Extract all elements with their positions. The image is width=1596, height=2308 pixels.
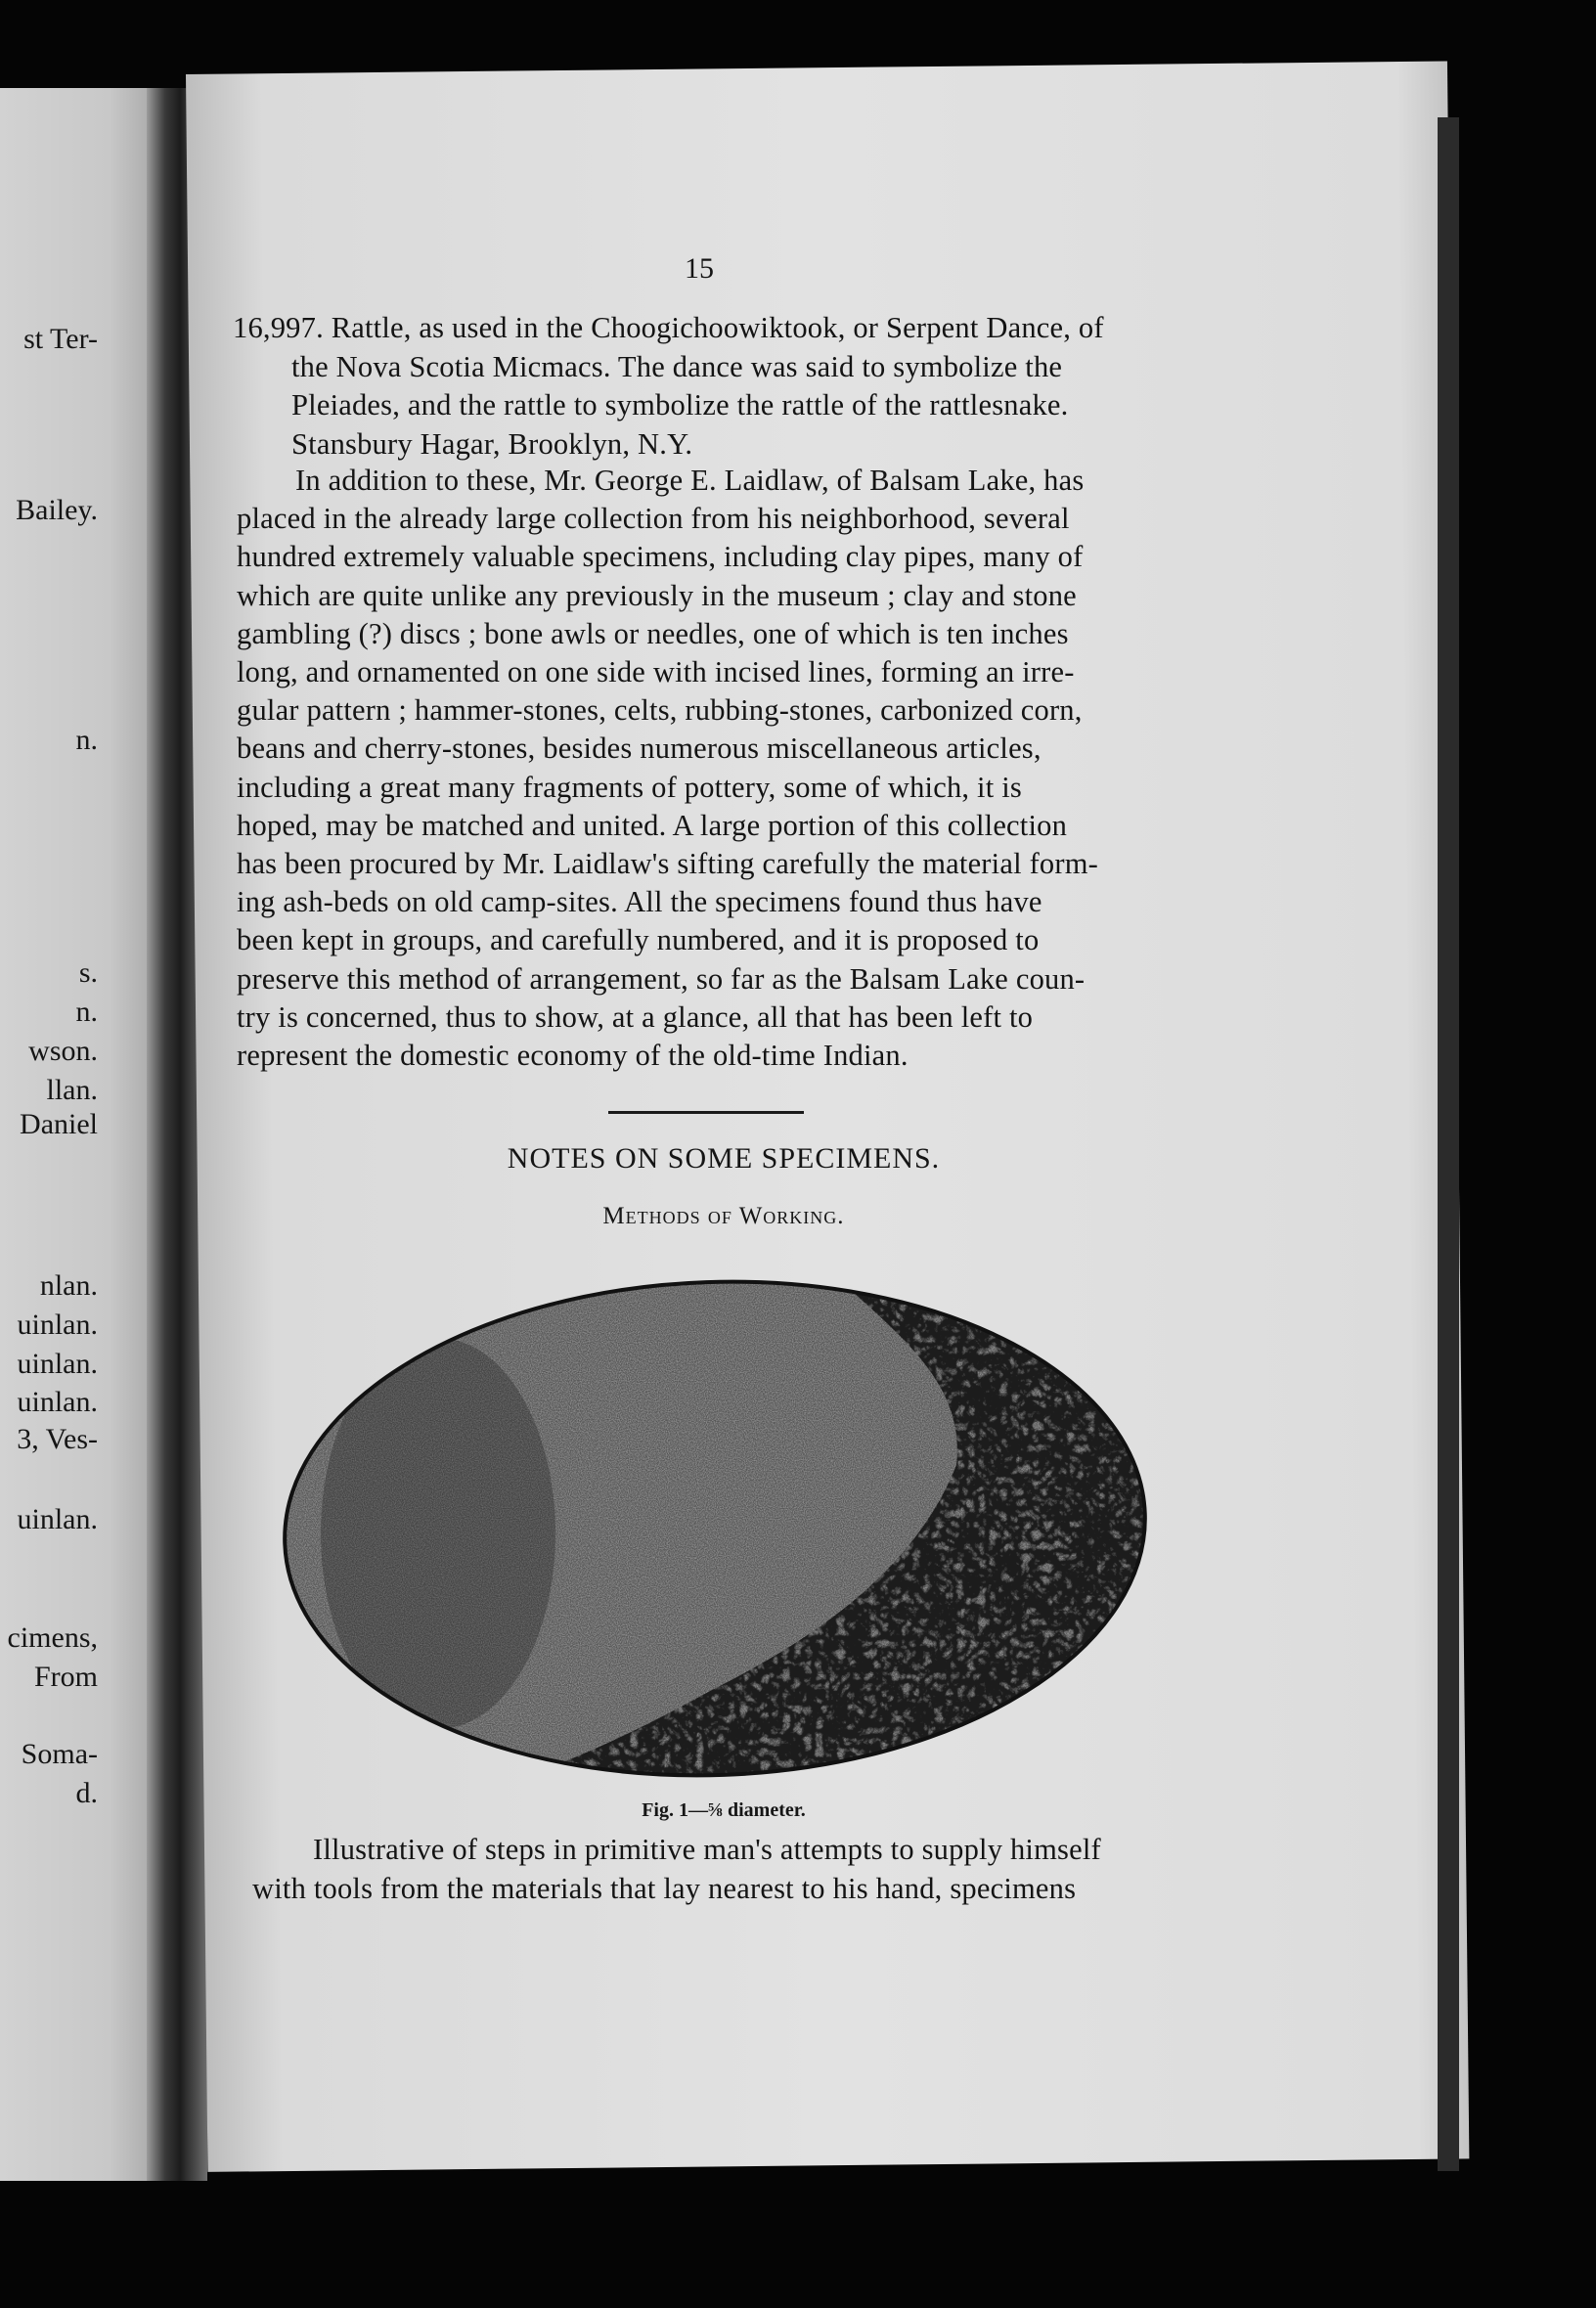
figure-caption: Fig. 1—⅝ diameter. — [642, 1799, 806, 1821]
paragraph-line: ing ash-beds on old camp-sites. All the specimens found thus have — [237, 885, 1042, 919]
left-page-fragment: 3, Ves- — [17, 1423, 98, 1455]
paragraph-line: gambling (?) discs ; bone awls or needles, one of which is ten inches — [237, 616, 1069, 650]
paragraph-line: placed in the already large collection from his neighborhood, several — [237, 502, 1070, 536]
left-page-fragment: d. — [75, 1777, 98, 1809]
paragraph-line: which are quite unlike any previously in the museum ; clay and stone — [237, 578, 1077, 612]
left-page-fragment: From — [33, 1661, 98, 1693]
entry-line: Pleiades, and the rattle to symbolize the rattle of the rattlesnake. — [291, 388, 1069, 422]
page-number: 15 — [685, 252, 714, 285]
entry-line: Stansbury Hagar, Brooklyn, N.Y. — [291, 426, 693, 461]
left-page-fragment: cimens, — [7, 1621, 98, 1654]
entry-line: the Nova Scotia Micmacs. The dance was said to symbolize the — [291, 349, 1063, 383]
paragraph-line: has been procured by Mr. Laidlaw's sifting carefully the material form- — [237, 847, 1099, 880]
section-subheading: Methods of Working. — [602, 1203, 845, 1229]
paragraph-line: represent the domestic economy of the old-time Indian. — [237, 1039, 909, 1072]
paragraph-line: hoped, may be matched and united. A large portion of this collection — [237, 808, 1068, 842]
left-page-fragment: uinlan. — [17, 1309, 98, 1341]
left-page-fragment: nlan. — [39, 1269, 98, 1302]
left-page-fragment: n. — [75, 724, 98, 756]
section-divider — [608, 1111, 804, 1114]
closing-line: with tools from the materials that lay nearest to his hand, specimens — [252, 1872, 1077, 1905]
page-edge — [1438, 117, 1459, 2171]
paragraph-line: been kept in groups, and carefully numbered, and it is proposed to — [237, 923, 1040, 957]
paragraph-line: try is concerned, thus to show, at a glance, all that has been left to — [237, 999, 1034, 1034]
closing-line: Illustrative of steps in primitive man's attempts to supply himself — [313, 1833, 1101, 1866]
paragraph-line: long, and ornamented on one side with incised lines, forming an irre- — [237, 655, 1075, 688]
paragraph-line: In addition to these, Mr. George E. Laidlaw, of Balsam Lake, has — [295, 464, 1085, 497]
figure-hammer-stone — [282, 1269, 1152, 1798]
entry-line: 16,997. Rattle, as used in the Choogichoowiktook, or Serpent Dance, of — [233, 311, 1104, 344]
left-page-fragment: uinlan. — [17, 1386, 98, 1418]
paragraph-line: including a great many fragments of pottery, some of which, it is — [237, 770, 1022, 804]
left-page-fragment: Daniel — [20, 1108, 98, 1140]
left-page-fragment: st Ter- — [23, 323, 98, 355]
paragraph-line: hundred extremely valuable specimens, including clay pipes, many of — [237, 540, 1084, 574]
section-heading: NOTES ON SOME SPECIMENS. — [507, 1142, 941, 1175]
left-page-fragment: uinlan. — [17, 1348, 98, 1380]
left-page-fragment: uinlan. — [17, 1503, 98, 1535]
left-page-fragment: llan. — [46, 1074, 98, 1106]
left-page-fragment: Soma- — [21, 1738, 98, 1770]
paragraph-line: beans and cherry-stones, besides numerous miscellaneous articles, — [237, 732, 1042, 766]
paragraph-line: gular pattern ; hammer-stones, celts, rubbing-stones, carbonized corn, — [237, 693, 1083, 728]
left-page-fragment: Bailey. — [16, 494, 98, 526]
left-page-fragment: s. — [78, 956, 98, 989]
left-page-fragment: wson. — [28, 1035, 98, 1067]
paragraph-line: preserve this method of arrangement, so far as the Balsam Lake coun- — [237, 961, 1086, 996]
left-page-fragment: n. — [75, 996, 98, 1028]
